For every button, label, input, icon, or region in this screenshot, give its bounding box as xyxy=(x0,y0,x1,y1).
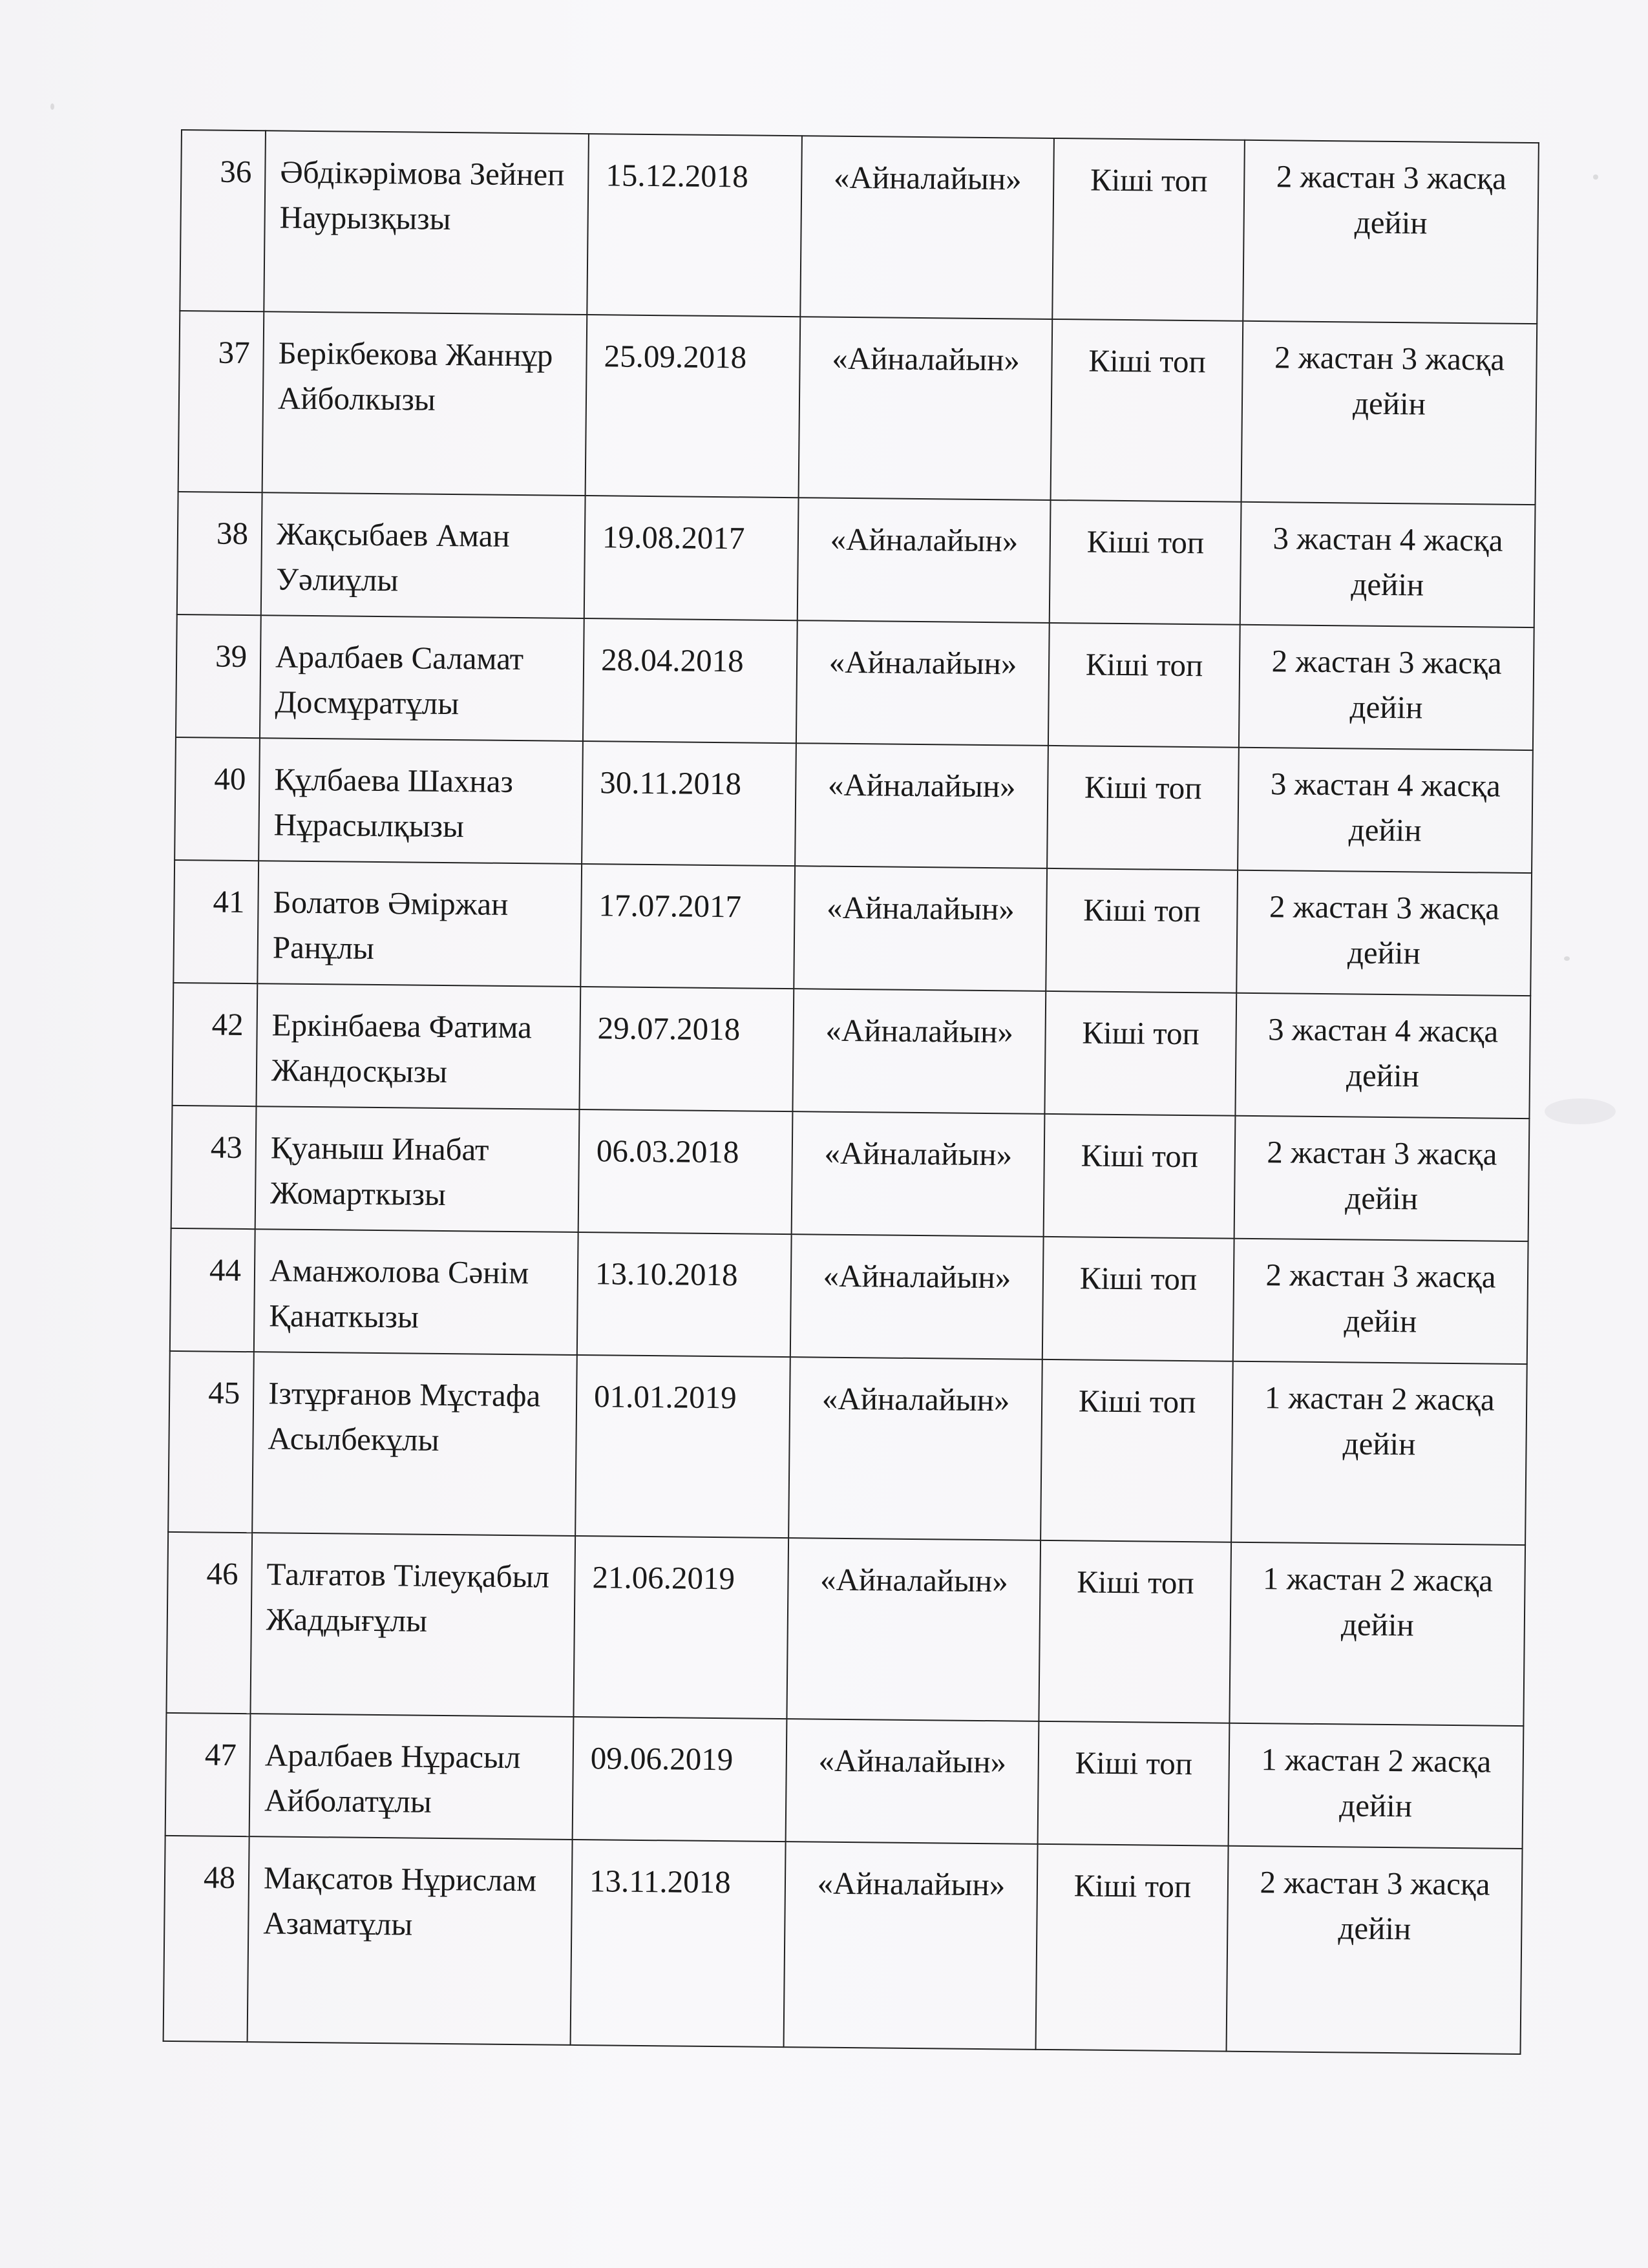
birth-date: 17.07.2017 xyxy=(580,864,795,989)
scan-speck xyxy=(1593,174,1598,180)
child-full-name: Аралбаев Нұрасыл Айболатұлы xyxy=(249,1714,574,1840)
age-range: 2 жастан 3 жасқа дейін xyxy=(1243,140,1539,324)
kindergarten-name: «Айналайын» xyxy=(792,989,1046,1114)
group-name: Кіші топ xyxy=(1044,991,1236,1116)
birth-date: 13.11.2018 xyxy=(571,1840,786,2047)
age-range: 2 жастан 3 жасқа дейін xyxy=(1239,625,1534,750)
group-name: Кіші топ xyxy=(1044,1114,1236,1239)
child-full-name: Мақсатов Нұрислам Азаматұлы xyxy=(248,1836,573,2045)
group-name: Кіші топ xyxy=(1048,623,1240,748)
birth-date: 15.12.2018 xyxy=(587,134,802,317)
kindergarten-name: «Айналайын» xyxy=(786,1719,1039,1844)
child-full-name: Болатов Әміржан Ранұлы xyxy=(257,861,582,987)
age-range: 2 жастан 3 жасқа дейін xyxy=(1234,1116,1530,1241)
birth-date: 29.07.2018 xyxy=(579,987,794,1111)
kindergarten-name: «Айналайын» xyxy=(792,1111,1045,1237)
row-number: 38 xyxy=(177,492,262,615)
child-full-name: Ізтұрғанов Мұстафа Асылбекұлы xyxy=(252,1352,577,1536)
row-number: 42 xyxy=(172,983,257,1106)
table-row xyxy=(172,983,1530,1118)
age-range: 1 жастан 2 жасқа дейін xyxy=(1229,1542,1525,1726)
kindergarten-name: «Айналайын» xyxy=(784,1842,1038,2050)
child-full-name: Аманжолова Сәнім Қанаткызы xyxy=(254,1229,578,1355)
kindergarten-name: «Айналайын» xyxy=(799,317,1053,500)
group-name: Кіші топ xyxy=(1051,319,1243,502)
group-name: Кіші топ xyxy=(1047,746,1239,870)
birth-date: 01.01.2019 xyxy=(575,1355,790,1538)
age-range: 2 жастан 3 жасқа дейін xyxy=(1236,870,1532,996)
birth-date: 21.06.2019 xyxy=(573,1536,788,1719)
kindergarten-name: «Айналайын» xyxy=(800,136,1054,319)
row-number: 41 xyxy=(173,860,259,983)
table-row xyxy=(178,311,1537,505)
scan-speck xyxy=(1545,1098,1616,1124)
scan-speck xyxy=(50,103,54,110)
table-row xyxy=(170,1228,1528,1364)
child-full-name: Қуаныш Инабат Жомарткызы xyxy=(255,1106,580,1232)
group-name: Кіші топ xyxy=(1039,1540,1231,1723)
table-row xyxy=(177,492,1536,627)
age-range: 3 жастан 4 жасқа дейін xyxy=(1240,502,1536,627)
birth-date: 30.11.2018 xyxy=(582,741,796,866)
table-row xyxy=(165,1713,1524,1849)
age-range: 2 жастан 3 жасқа дейін xyxy=(1241,321,1537,505)
kindergarten-name: «Айналайын» xyxy=(794,866,1047,991)
kindergarten-name: «Айналайын» xyxy=(788,1357,1042,1540)
child-full-name: Еркінбаева Фатима Жандосқызы xyxy=(256,983,580,1109)
table-row xyxy=(164,1836,1523,2054)
child-full-name: Жақсыбаев Аман Уәлиұлы xyxy=(261,492,586,618)
birth-date: 28.04.2018 xyxy=(583,618,798,743)
age-range: 3 жастан 4 жасқа дейін xyxy=(1235,993,1530,1118)
children-list-table-wrapper xyxy=(163,129,1538,2055)
group-name: Кіші топ xyxy=(1036,1844,1229,2052)
row-number: 43 xyxy=(171,1106,257,1229)
kindergarten-name: «Айналайын» xyxy=(790,1234,1044,1360)
table-row xyxy=(168,1351,1527,1545)
table-row xyxy=(180,130,1539,324)
row-number: 47 xyxy=(165,1713,251,1836)
row-number: 46 xyxy=(166,1532,252,1714)
birth-date: 13.10.2018 xyxy=(577,1232,792,1357)
child-full-name: Берікбекова Жаннұр Айболкызы xyxy=(262,311,587,496)
group-name: Кіші топ xyxy=(1041,1360,1233,1542)
age-range: 3 жастан 4 жасқа дейін xyxy=(1238,748,1533,873)
child-full-name: Талғатов Тілеуқабыл Жаддығұлы xyxy=(250,1533,575,1717)
row-number: 40 xyxy=(174,737,260,861)
children-list-table xyxy=(163,129,1539,2055)
age-range: 1 жастан 2 жасқа дейін xyxy=(1231,1361,1527,1545)
group-name: Кіші топ xyxy=(1038,1721,1230,1846)
row-number: 37 xyxy=(178,311,264,492)
birth-date: 19.08.2017 xyxy=(584,496,799,620)
table-row xyxy=(171,1106,1530,1241)
birth-date: 09.06.2019 xyxy=(573,1717,787,1842)
kindergarten-name: «Айналайын» xyxy=(798,498,1051,623)
group-name: Кіші топ xyxy=(1042,1237,1234,1361)
row-number: 36 xyxy=(180,130,266,311)
birth-date: 25.09.2018 xyxy=(586,315,801,498)
row-number: 48 xyxy=(164,1836,249,2042)
child-full-name: Әбдікәрімова Зейнеп Наурызқызы xyxy=(264,131,589,315)
child-full-name: Құлбаева Шахназ Нұрасылқызы xyxy=(259,738,583,864)
group-name: Кіші топ xyxy=(1052,138,1245,321)
table-row xyxy=(176,614,1534,750)
kindergarten-name: «Айналайын» xyxy=(787,1538,1041,1721)
row-number: 44 xyxy=(170,1228,255,1352)
age-range: 1 жастан 2 жасқа дейін xyxy=(1229,1723,1524,1849)
birth-date: 06.03.2018 xyxy=(578,1109,793,1234)
table-row xyxy=(173,860,1532,996)
group-name: Кіші топ xyxy=(1046,868,1238,993)
kindergarten-name: «Айналайын» xyxy=(796,620,1050,746)
age-range: 2 жастан 3 жасқа дейін xyxy=(1227,1846,1523,2054)
group-name: Кіші топ xyxy=(1050,500,1241,625)
row-number: 45 xyxy=(168,1351,254,1533)
table-row xyxy=(166,1532,1525,1726)
scan-speck xyxy=(1564,956,1570,961)
row-number: 39 xyxy=(176,614,261,738)
kindergarten-name: «Айналайын» xyxy=(795,743,1048,868)
child-full-name: Аралбаев Саламат Досмұратұлы xyxy=(260,615,584,741)
table-row xyxy=(174,737,1533,873)
age-range: 2 жастан 3 жасқа дейін xyxy=(1233,1239,1528,1364)
